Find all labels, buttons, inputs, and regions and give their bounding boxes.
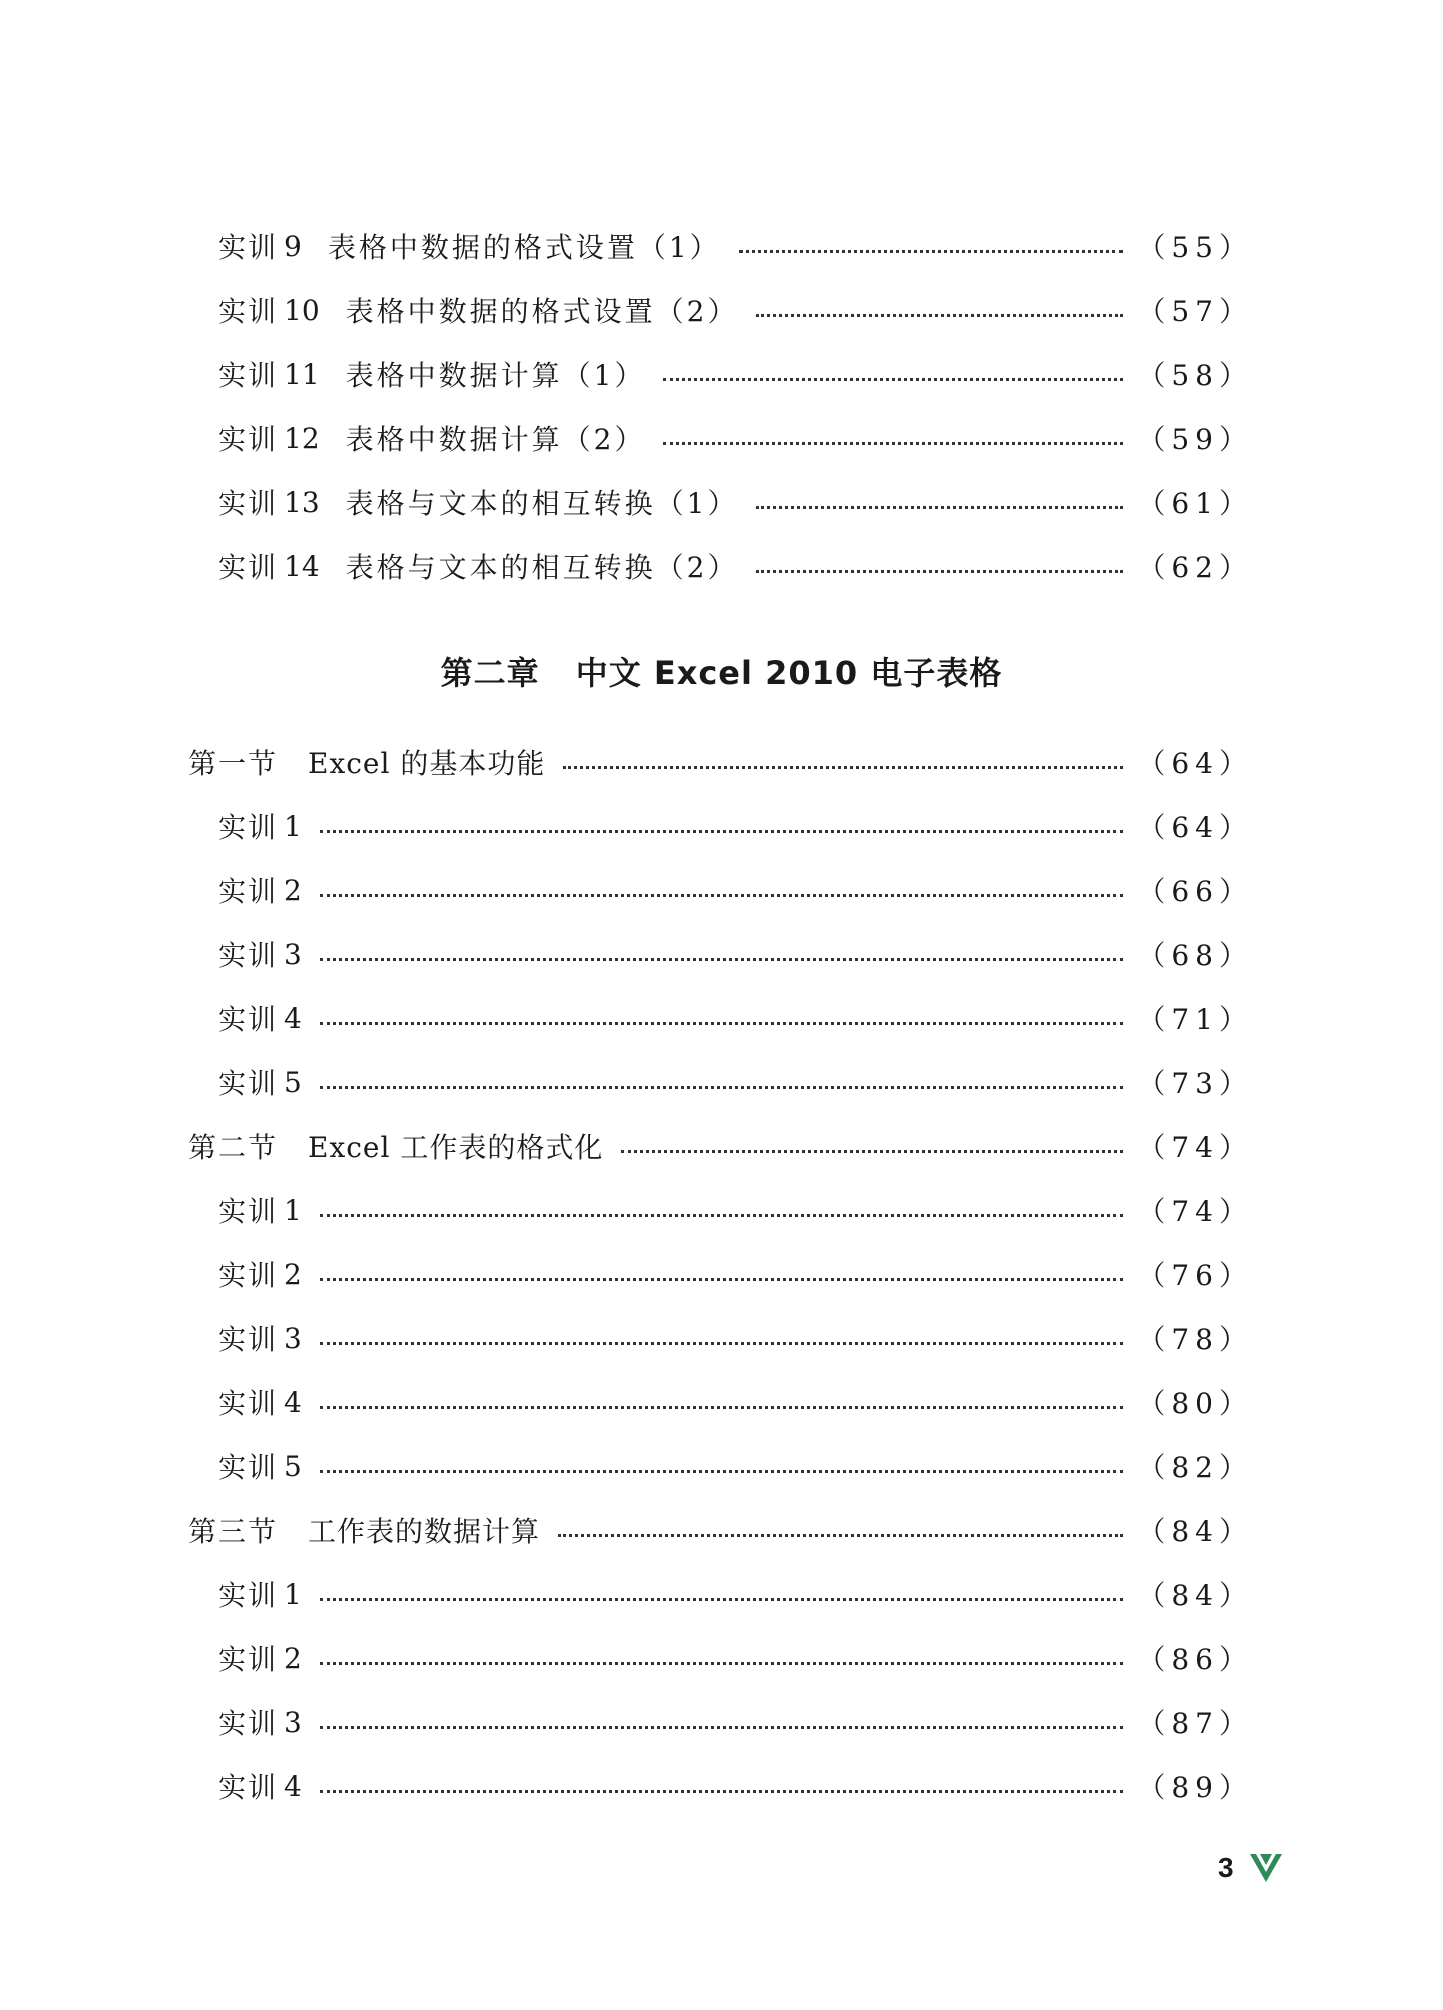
- entry-prefix: 实训: [218, 811, 279, 844]
- entry-page: （71）: [1137, 1003, 1253, 1036]
- entry-number: 1: [284, 1193, 302, 1227]
- entry-number: 13: [284, 485, 320, 519]
- entry-title: 表格中数据的格式设置（2）: [345, 295, 739, 328]
- toc-entry[interactable]: [0, 482, 1443, 522]
- entry-prefix: 实训: [218, 231, 279, 264]
- leader-dots: [558, 1532, 1123, 1537]
- entry-page: （66）: [1137, 875, 1253, 908]
- section-title: 工作表的数据计算: [308, 1515, 541, 1548]
- section-label: 第一节: [188, 747, 279, 780]
- toc-entry[interactable]: [0, 1702, 1443, 1742]
- leader-dots: [320, 1468, 1124, 1473]
- section-label: 第三节: [188, 1515, 279, 1548]
- leader-dots: [320, 1404, 1124, 1409]
- entry-page: （61）: [1137, 487, 1253, 520]
- page-number: 3: [1218, 1852, 1234, 1883]
- entry-page: （64）: [1137, 811, 1253, 844]
- entry-title: 表格与文本的相互转换（1）: [345, 487, 739, 520]
- entry-page: （55）: [1137, 231, 1253, 264]
- leader-dots: [320, 1340, 1124, 1345]
- section-title: Excel 工作表的格式化: [308, 1131, 604, 1164]
- entry-page: （76）: [1137, 1259, 1253, 1292]
- entry-page: （74）: [1137, 1195, 1253, 1228]
- toc-entry[interactable]: [0, 354, 1443, 394]
- entry-prefix: 实训: [218, 1771, 279, 1804]
- toc-entry[interactable]: [0, 1574, 1443, 1614]
- leader-dots: [563, 764, 1123, 769]
- entry-number: 2: [284, 873, 302, 907]
- entry-prefix: 实训: [218, 487, 279, 520]
- entry-page: （89）: [1137, 1771, 1253, 1804]
- green-triangle-icon: [1248, 1852, 1284, 1884]
- leader-dots: [320, 1788, 1124, 1793]
- entry-number: 1: [284, 1577, 302, 1611]
- leader-dots: [320, 956, 1124, 961]
- toc-section[interactable]: [0, 1510, 1443, 1550]
- leader-dots: [663, 376, 1123, 381]
- section-page: （64）: [1137, 747, 1253, 780]
- leader-dots: [320, 1020, 1124, 1025]
- entry-page: （58）: [1137, 359, 1253, 392]
- entry-prefix: 实训: [218, 875, 279, 908]
- leader-dots: [320, 828, 1124, 833]
- entry-number: 10: [284, 293, 320, 327]
- chapter-number: 第二章: [440, 654, 540, 692]
- toc-entry[interactable]: [0, 290, 1443, 330]
- entry-prefix: 实训: [218, 1387, 279, 1420]
- entry-number: 4: [284, 1769, 302, 1803]
- toc-entry[interactable]: [0, 546, 1443, 586]
- entry-title: 表格与文本的相互转换（2）: [345, 551, 739, 584]
- entry-number: 2: [284, 1641, 302, 1675]
- entry-page: （73）: [1137, 1067, 1253, 1100]
- entry-page: （68）: [1137, 939, 1253, 972]
- entry-number: 3: [284, 1321, 302, 1355]
- entry-prefix: 实训: [218, 939, 279, 972]
- entry-prefix: 实训: [218, 1707, 279, 1740]
- leader-dots: [739, 248, 1124, 253]
- entry-number: 4: [284, 1385, 302, 1419]
- entry-prefix: 实训: [218, 1003, 279, 1036]
- toc-entry[interactable]: [0, 226, 1443, 266]
- entry-number: 5: [284, 1065, 302, 1099]
- entry-number: 3: [284, 937, 302, 971]
- leader-dots: [320, 1212, 1124, 1217]
- entry-number: 3: [284, 1705, 302, 1739]
- entry-prefix: 实训: [218, 295, 279, 328]
- leader-dots: [756, 568, 1123, 573]
- entry-page: （59）: [1137, 423, 1253, 456]
- toc-entry[interactable]: [0, 1382, 1443, 1422]
- leader-dots: [663, 440, 1123, 445]
- entry-number: 11: [284, 357, 320, 391]
- entry-page: （80）: [1137, 1387, 1253, 1420]
- leader-dots: [320, 1660, 1124, 1665]
- entry-page: （57）: [1137, 295, 1253, 328]
- toc-entry[interactable]: [0, 1638, 1443, 1678]
- entry-number: 12: [284, 421, 320, 455]
- chapter-title: 中文 Excel 2010 电子表格: [575, 654, 1003, 692]
- toc-entry[interactable]: [0, 1446, 1443, 1486]
- leader-dots: [320, 1596, 1124, 1601]
- leader-dots: [320, 1084, 1124, 1089]
- chapter-heading: [0, 648, 1443, 694]
- toc-entry[interactable]: [0, 418, 1443, 458]
- section-label: 第二节: [188, 1131, 279, 1164]
- entry-page: （82）: [1137, 1451, 1253, 1484]
- entry-number: 9: [284, 229, 302, 263]
- toc-entry[interactable]: [0, 1766, 1443, 1806]
- leader-dots: [756, 504, 1123, 509]
- entry-page: （84）: [1137, 1579, 1253, 1612]
- entry-page: （62）: [1137, 551, 1253, 584]
- entry-title: 表格中数据的格式设置（1）: [327, 231, 721, 264]
- entry-prefix: 实训: [218, 1451, 279, 1484]
- entry-number: 2: [284, 1257, 302, 1291]
- entry-prefix: 实训: [218, 1259, 279, 1292]
- entry-prefix: 实训: [218, 423, 279, 456]
- entry-title: 表格中数据计算（2）: [345, 423, 646, 456]
- toc-entry[interactable]: [0, 1318, 1443, 1358]
- entry-number: 14: [284, 549, 320, 583]
- entry-page: （78）: [1137, 1323, 1253, 1356]
- toc-entry[interactable]: [0, 934, 1443, 974]
- entry-prefix: 实训: [218, 359, 279, 392]
- entry-prefix: 实训: [218, 1195, 279, 1228]
- toc-entry[interactable]: [0, 806, 1443, 846]
- entry-prefix: 实训: [218, 551, 279, 584]
- entry-prefix: 实训: [218, 1643, 279, 1676]
- section-title: Excel 的基本功能: [308, 747, 546, 780]
- leader-dots: [756, 312, 1123, 317]
- section-page: （74）: [1137, 1131, 1253, 1164]
- leader-dots: [320, 892, 1124, 897]
- toc-entry[interactable]: [0, 870, 1443, 910]
- leader-dots: [621, 1148, 1123, 1153]
- entry-page: （87）: [1137, 1707, 1253, 1740]
- section-page: （84）: [1137, 1515, 1253, 1548]
- entry-prefix: 实训: [218, 1579, 279, 1612]
- entry-prefix: 实训: [218, 1323, 279, 1356]
- leader-dots: [320, 1276, 1124, 1281]
- toc-entry[interactable]: [0, 998, 1443, 1038]
- entry-page: （86）: [1137, 1643, 1253, 1676]
- entry-number: 4: [284, 1001, 302, 1035]
- entry-prefix: 实训: [218, 1067, 279, 1100]
- entry-title: 表格中数据计算（1）: [345, 359, 646, 392]
- leader-dots: [320, 1724, 1124, 1729]
- toc-section[interactable]: [0, 742, 1443, 782]
- toc-entry[interactable]: [0, 1190, 1443, 1230]
- toc-section[interactable]: [0, 1126, 1443, 1166]
- entry-number: 1: [284, 809, 302, 843]
- toc-entry[interactable]: [0, 1062, 1443, 1102]
- entry-number: 5: [284, 1449, 302, 1483]
- toc-entry[interactable]: [0, 1254, 1443, 1294]
